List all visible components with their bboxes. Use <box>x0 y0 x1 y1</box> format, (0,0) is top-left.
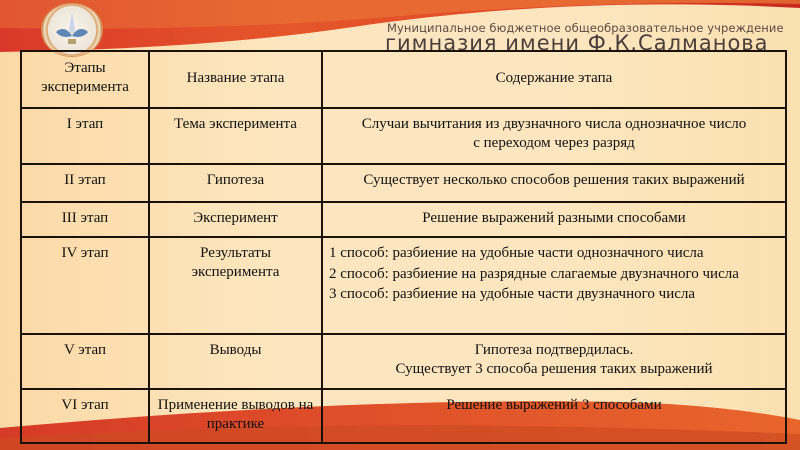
school-name-title: гимназия имени Ф.К.Салманова <box>385 31 769 55</box>
table-row <box>21 334 786 389</box>
table-row <box>21 237 786 334</box>
table-row <box>21 164 786 202</box>
stage-content-line: Существует 3 способа решения таких выражений <box>395 361 713 377</box>
institution-type-label: Муниципальное бюджетное общеобразовательное учреждение <box>387 21 784 35</box>
experiment-stages-table <box>20 50 787 444</box>
stage-content-line: с переходом через разряд <box>473 135 635 151</box>
stage-content-line: Решение выражений 3 способами <box>446 397 662 413</box>
stage-label: VI этап <box>61 397 109 413</box>
table-row <box>21 389 786 443</box>
stage-content-line: 3 способ: разбиение на удобные части двузначного числа <box>329 286 696 302</box>
stage-label: IV этап <box>61 245 109 261</box>
school-emblem-icon <box>42 4 102 56</box>
stage-label: III этап <box>61 210 109 226</box>
stage-label: II этап <box>64 172 106 188</box>
stage-content-line: 2 способ: разбиение на разрядные слагаемые двузначного числа <box>329 265 739 282</box>
stage-content-line: Случаи вычитания из двузначного числа однозначное число <box>361 116 747 132</box>
stage-name: Гипотеза <box>206 172 265 188</box>
table-header-row <box>21 51 786 108</box>
stage-label: I этап <box>66 116 104 132</box>
table-row <box>21 108 786 164</box>
stage-name: Эксперимент <box>193 210 278 226</box>
stage-name: Результаты эксперимента <box>191 245 280 280</box>
stage-name: Применение выводов на практике <box>157 397 314 432</box>
stage-content-line: Гипотеза подтвердилась. <box>474 342 634 358</box>
column-header-stage-content: Содержание этапа <box>495 70 613 86</box>
stage-content-line: Существует несколько способов решения таких выражений <box>363 172 745 188</box>
stage-name: Тема эксперимента <box>174 116 297 132</box>
stage-content-line: 1 способ: разбиение на удобные части однозначного числа <box>329 245 704 261</box>
table-row <box>21 202 786 237</box>
stage-label: V этап <box>64 342 106 358</box>
column-header-stages: Этапы эксперимента <box>41 60 129 95</box>
stage-content-line: Решение выражений разными способами <box>422 210 686 226</box>
column-header-stage-name: Название этапа <box>186 70 285 86</box>
stage-name: Выводы <box>209 342 262 358</box>
